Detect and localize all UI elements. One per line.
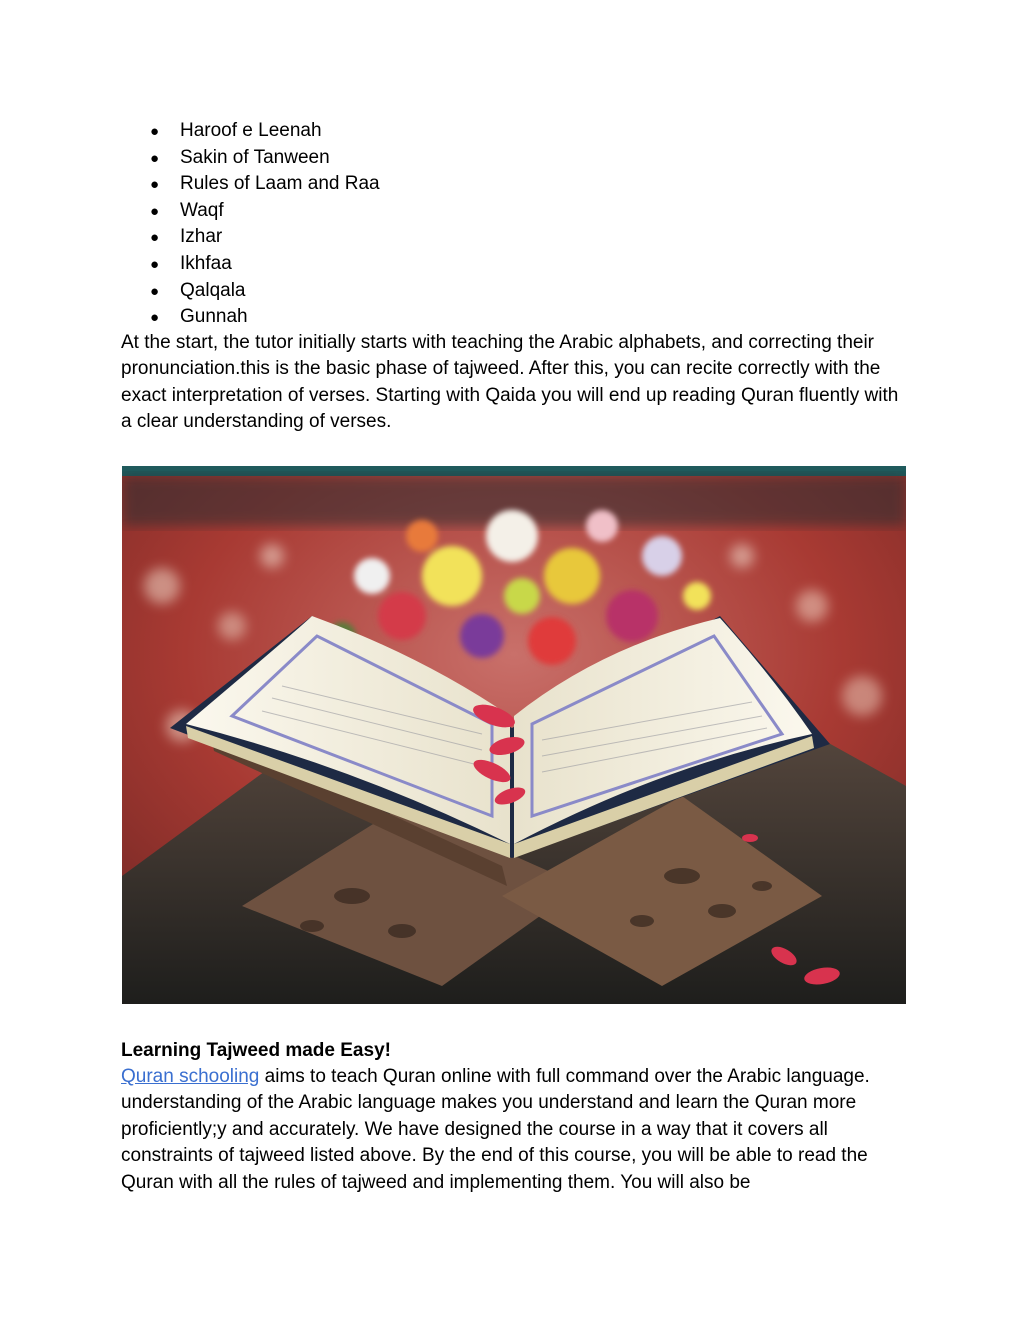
list-item: ● Rules of Laam and Raa bbox=[150, 171, 380, 198]
quran-schooling-link[interactable]: Quran schooling bbox=[121, 1066, 260, 1087]
list-item: ● Waqf bbox=[150, 198, 380, 225]
list-item: ● Qalqala bbox=[150, 278, 380, 305]
intro-paragraph: At the start, the tutor initially starts with teaching the Arabic alphabets, and correcting their pronunciation.this is the basic phase of tajweed. After this, you can recite correctly with the exact interpretation of verses. Starting with Qaida you will end up reading Quran fluently with a clear understanding of verses. bbox=[121, 332, 899, 433]
bullet-icon: ● bbox=[150, 229, 160, 247]
section-heading: Learning Tajweed made Easy! bbox=[121, 1040, 391, 1061]
list-item: ● Izhar bbox=[150, 224, 380, 251]
bullet-icon: ● bbox=[150, 149, 160, 167]
list-item: ● Haroof e Leenah bbox=[150, 118, 380, 145]
tajweed-rules-list bbox=[150, 118, 380, 331]
course-paragraph-text: aims to teach Quran online with full command over the Arabic language. understanding of the Arabic language makes you understand and learn the Quran more proficiently;y and accurately. We have designed the course in a way that it covers all constraints of tajweed listed above. By the end of this course, you will be able to read the Quran with all the rules of tajweed and implementing them. You will also be bbox=[121, 1066, 870, 1193]
course-paragraph bbox=[121, 1064, 911, 1196]
bullet-icon: ● bbox=[150, 176, 160, 194]
bullet-icon: ● bbox=[150, 123, 160, 140]
bullet-icon: ● bbox=[150, 282, 160, 300]
list-item: ● Gunnah bbox=[150, 304, 380, 331]
list-item: ● Ikhfaa bbox=[150, 251, 380, 278]
bullet-icon: ● bbox=[150, 255, 160, 273]
bullet-icon: ● bbox=[150, 202, 160, 220]
bullet-icon: ● bbox=[150, 309, 160, 327]
list-item: ● Sakin of Tanween bbox=[150, 145, 380, 172]
open-quran-on-rehal-photo bbox=[122, 466, 906, 1004]
